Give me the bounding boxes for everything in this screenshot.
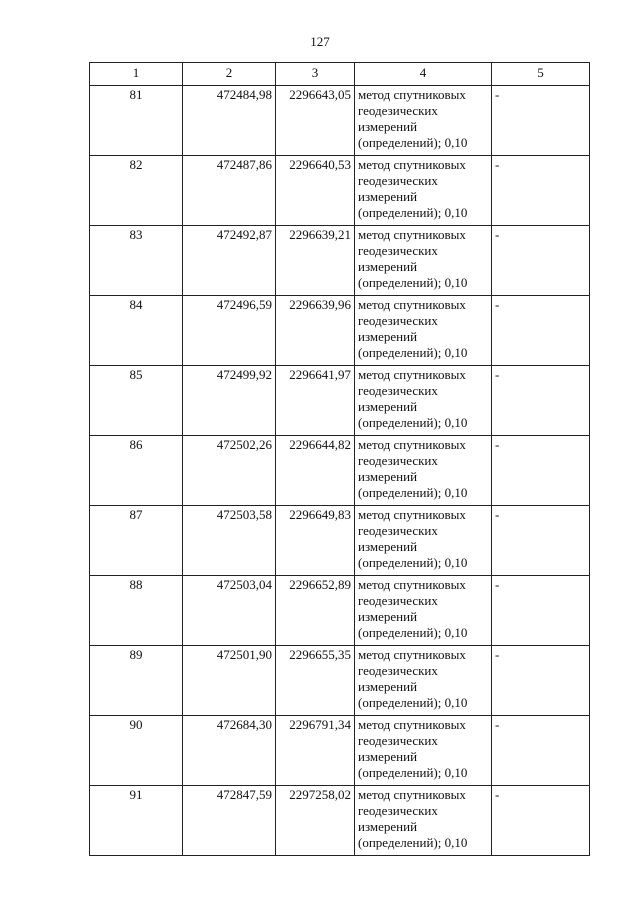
method-line: метод спутниковых <box>358 367 466 382</box>
method-line: геодезических <box>358 313 438 328</box>
method-line: (определений); 0,10 <box>358 415 468 430</box>
note-cell: - <box>492 646 590 716</box>
column-header-5: 5 <box>492 63 590 86</box>
method-line: (определений); 0,10 <box>358 625 468 640</box>
method-line: измерений <box>358 539 418 554</box>
table-row <box>90 366 590 436</box>
method-line: метод спутниковых <box>358 647 466 662</box>
method-line: метод спутниковых <box>358 717 466 732</box>
method-line: (определений); 0,10 <box>358 765 468 780</box>
method-line: геодезических <box>358 453 438 468</box>
y-coordinate-cell: 2296641,97 <box>276 366 355 436</box>
method-line: метод спутниковых <box>358 577 466 592</box>
method-cell <box>355 156 492 226</box>
y-coordinate-cell: 2296644,82 <box>276 436 355 506</box>
table-body <box>90 86 590 856</box>
table-row <box>90 576 590 646</box>
method-cell <box>355 576 492 646</box>
method-line: геодезических <box>358 593 438 608</box>
note-cell: - <box>492 156 590 226</box>
method-line: (определений); 0,10 <box>358 345 468 360</box>
note-cell: - <box>492 576 590 646</box>
y-coordinate-cell: 2296643,05 <box>276 86 355 156</box>
method-cell <box>355 786 492 856</box>
column-header-2: 2 <box>183 63 276 86</box>
column-header-1: 1 <box>90 63 183 86</box>
point-number-cell: 86 <box>90 436 183 506</box>
method-line: метод спутниковых <box>358 157 466 172</box>
point-number-cell: 83 <box>90 226 183 296</box>
note-cell: - <box>492 226 590 296</box>
y-coordinate-cell: 2296640,53 <box>276 156 355 226</box>
method-line: метод спутниковых <box>358 507 466 522</box>
method-line: геодезических <box>358 103 438 118</box>
note-cell: - <box>492 716 590 786</box>
table-row <box>90 506 590 576</box>
table-row <box>90 716 590 786</box>
note-cell: - <box>492 296 590 366</box>
point-number-cell: 88 <box>90 576 183 646</box>
note-cell: - <box>492 786 590 856</box>
column-header-3: 3 <box>276 63 355 86</box>
method-cell <box>355 86 492 156</box>
method-line: метод спутниковых <box>358 437 466 452</box>
x-coordinate-cell: 472502,26 <box>183 436 276 506</box>
y-coordinate-cell: 2296791,34 <box>276 716 355 786</box>
method-line: измерений <box>358 119 418 134</box>
note-cell: - <box>492 366 590 436</box>
method-line: метод спутниковых <box>358 297 466 312</box>
x-coordinate-cell: 472492,87 <box>183 226 276 296</box>
method-line: (определений); 0,10 <box>358 695 468 710</box>
y-coordinate-cell: 2296639,21 <box>276 226 355 296</box>
table-row <box>90 296 590 366</box>
x-coordinate-cell: 472496,59 <box>183 296 276 366</box>
method-line: (определений); 0,10 <box>358 835 468 850</box>
method-line: геодезических <box>358 803 438 818</box>
y-coordinate-cell: 2296652,89 <box>276 576 355 646</box>
method-line: измерений <box>358 259 418 274</box>
y-coordinate-cell: 2296639,96 <box>276 296 355 366</box>
method-line: геодезических <box>358 733 438 748</box>
method-line: геодезических <box>358 383 438 398</box>
point-number-cell: 81 <box>90 86 183 156</box>
method-line: метод спутниковых <box>358 87 466 102</box>
table-row <box>90 86 590 156</box>
x-coordinate-cell: 472487,86 <box>183 156 276 226</box>
note-cell: - <box>492 436 590 506</box>
note-cell: - <box>492 506 590 576</box>
y-coordinate-cell: 2296655,35 <box>276 646 355 716</box>
table-row <box>90 646 590 716</box>
x-coordinate-cell: 472501,90 <box>183 646 276 716</box>
method-line: измерений <box>358 399 418 414</box>
x-coordinate-cell: 472503,58 <box>183 506 276 576</box>
method-line: измерений <box>358 819 418 834</box>
note-cell: - <box>492 86 590 156</box>
table-header <box>90 63 590 86</box>
x-coordinate-cell: 472503,04 <box>183 576 276 646</box>
method-line: измерений <box>358 469 418 484</box>
y-coordinate-cell: 2296649,83 <box>276 506 355 576</box>
method-line: (определений); 0,10 <box>358 555 468 570</box>
method-cell <box>355 506 492 576</box>
point-number-cell: 89 <box>90 646 183 716</box>
method-line: геодезических <box>358 523 438 538</box>
method-line: (определений); 0,10 <box>358 275 468 290</box>
point-number-cell: 85 <box>90 366 183 436</box>
method-line: измерений <box>358 609 418 624</box>
column-header-4: 4 <box>355 63 492 86</box>
point-number-cell: 84 <box>90 296 183 366</box>
method-line: (определений); 0,10 <box>358 205 468 220</box>
method-line: геодезических <box>358 663 438 678</box>
method-cell <box>355 646 492 716</box>
method-line: (определений); 0,10 <box>358 135 468 150</box>
method-line: измерений <box>358 679 418 694</box>
table-row <box>90 156 590 226</box>
table-row <box>90 786 590 856</box>
header-row <box>90 63 590 86</box>
x-coordinate-cell: 472499,92 <box>183 366 276 436</box>
method-line: измерений <box>358 189 418 204</box>
method-cell <box>355 436 492 506</box>
method-line: геодезических <box>358 243 438 258</box>
method-line: (определений); 0,10 <box>358 485 468 500</box>
point-number-cell: 90 <box>90 716 183 786</box>
point-number-cell: 91 <box>90 786 183 856</box>
method-cell <box>355 296 492 366</box>
page-number: 127 <box>310 34 330 49</box>
table-row <box>90 226 590 296</box>
x-coordinate-cell: 472684,30 <box>183 716 276 786</box>
point-number-cell: 82 <box>90 156 183 226</box>
method-line: метод спутниковых <box>358 227 466 242</box>
x-coordinate-cell: 472847,59 <box>183 786 276 856</box>
method-line: метод спутниковых <box>358 787 466 802</box>
method-cell <box>355 226 492 296</box>
x-coordinate-cell: 472484,98 <box>183 86 276 156</box>
method-cell <box>355 716 492 786</box>
coordinates-table <box>89 62 590 856</box>
point-number-cell: 87 <box>90 506 183 576</box>
y-coordinate-cell: 2297258,02 <box>276 786 355 856</box>
method-cell <box>355 366 492 436</box>
method-line: измерений <box>358 329 418 344</box>
method-line: геодезических <box>358 173 438 188</box>
method-line: измерений <box>358 749 418 764</box>
table-row <box>90 436 590 506</box>
